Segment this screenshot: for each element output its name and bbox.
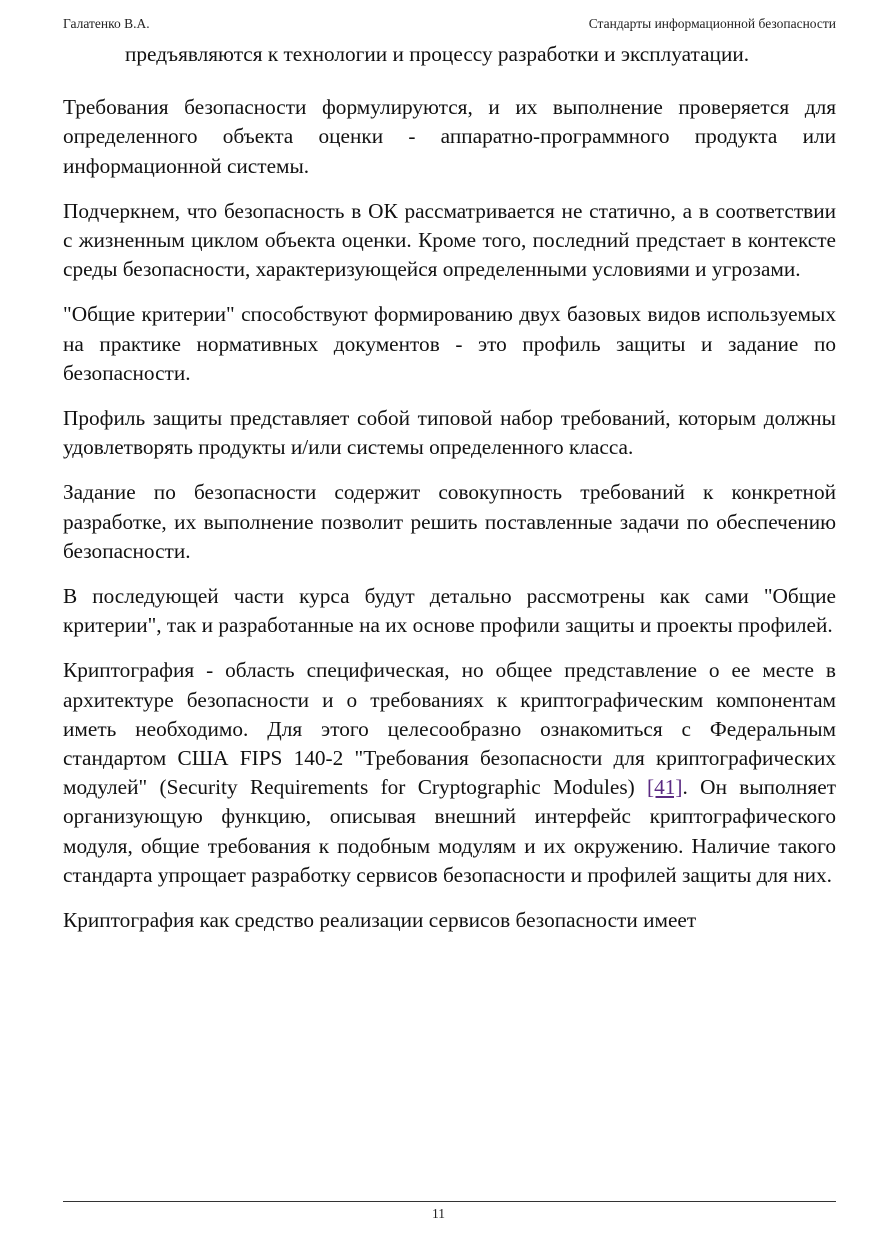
paragraph-continuation: предъявляются к технологии и процессу разработки и эксплуатации. [125, 42, 750, 66]
paragraph: Задание по безопасности содержит совокупность требований к конкретной разработке, их выполнение позволит решить поставленные задачи по обеспечению безопасности. [63, 480, 836, 563]
paragraph: Требования безопасности формулируются, и их выполнение проверяется для определенного объекта оценки - аппаратно-программного продукта или информационной системы. [63, 95, 836, 178]
header-author: Галатенко В.А. [63, 16, 150, 31]
paragraph-text: Криптография - область специфическая, но общее представление о ее месте в архитектуре безопасности и о требованиях к криптографическим компонентам иметь необходимо. Для этого целесообразно ознакомиться с Федеральным стандартом США FIPS 140-2 "Требования безопасности для криптографических модулей" (Security Requirements for Cryptographic Modules) [63, 658, 836, 800]
reference-link[interactable]: [41] [647, 775, 683, 800]
footer-divider [63, 1201, 836, 1202]
paragraph-cryptography [63, 656, 836, 890]
paragraph-text: . Он выполняет организующую функцию, описывая внешний интерфейс криптографического модуля, общие требования к подобным модулям и их окружению. Наличие такого стандарта упрощает разработку сервисов безопасности и профилей защиты для них. [63, 775, 836, 887]
paragraph: Подчеркнем, что безопасность в ОК рассматривается не статично, а в соответствии с жизненным циклом объекта оценки. Кроме того, последний предстает в контексте среды безопасности, характеризующейся определенными условиями и угрозами. [63, 198, 836, 282]
page-header [63, 16, 836, 36]
paragraph: Профиль защиты представляет собой типовой набор требований, которым должны удовлетворять продукты и/или системы определенного класса. [63, 406, 836, 460]
page-body [63, 40, 836, 935]
paragraph: "Общие критерии" способствуют формированию двух базовых видов используемых на практике нормативных документов - это профиль защиты и задание по безопасности. [63, 302, 836, 385]
paragraph: В последующей части курса будут детально рассмотрены как сами "Общие критерии", так и разработанные на их основе профили защиты и проекты профилей. [63, 584, 836, 638]
paragraph-cut-off: Криптография как средство реализации сервисов безопасности имеет [63, 908, 697, 933]
page-number: 11 [432, 1206, 445, 1221]
header-document-title: Стандарты информационной безопасности [588, 16, 836, 31]
